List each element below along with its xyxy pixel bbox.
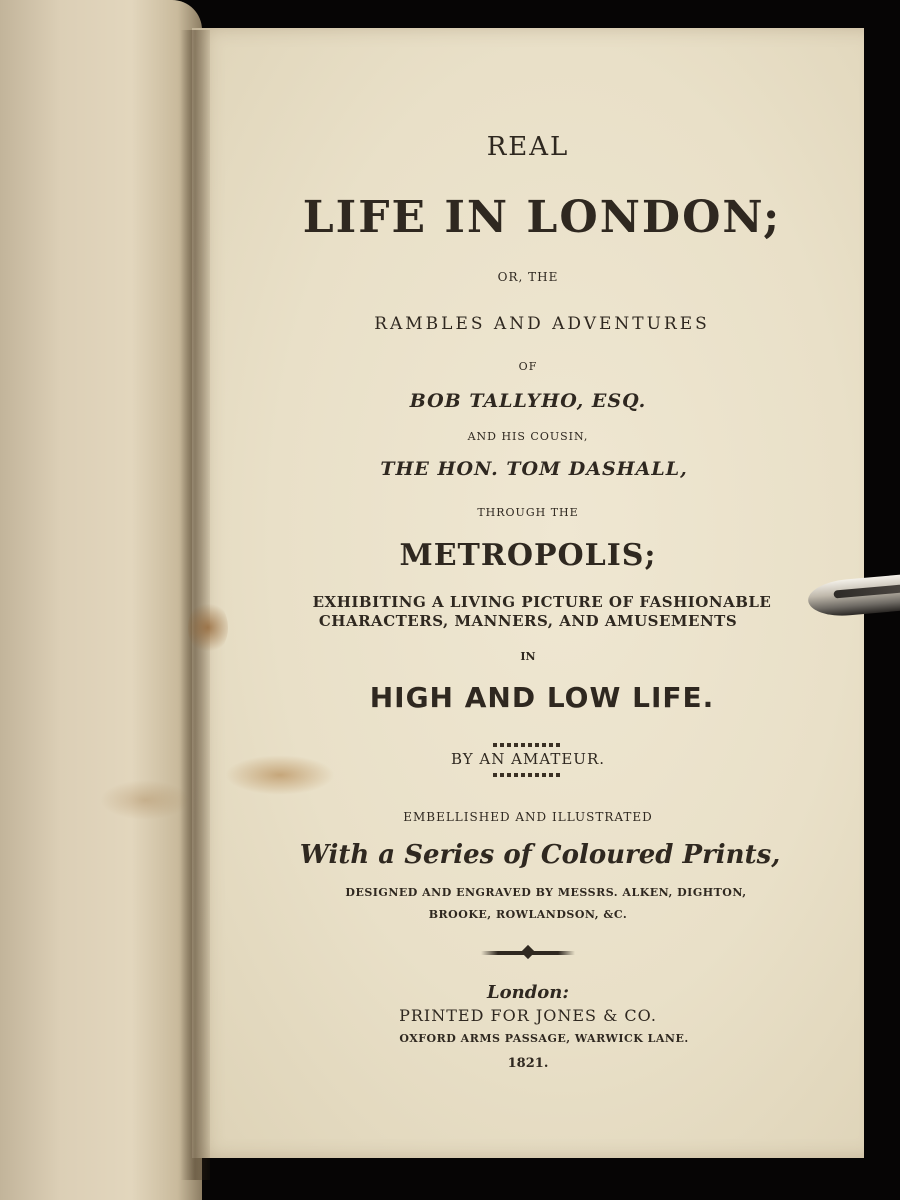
- left-page-stain: [100, 780, 190, 820]
- designed-line-2: BROOKE, ROWLANDSON, &C.: [428, 908, 628, 921]
- of-text: OF: [518, 360, 538, 373]
- coloured-prints-text: With a Series of Coloured Prints,: [299, 840, 781, 870]
- foxing-stain: [225, 755, 335, 795]
- foxing-stain: [188, 600, 228, 655]
- left-page: [0, 0, 202, 1200]
- tom-dashall-text: THE HON. TOM DASHALL,: [380, 458, 688, 480]
- ornament-rule: [481, 951, 575, 955]
- exhibiting-line-2: CHARACTERS, MANNERS, AND AMUSEMENTS: [318, 612, 738, 630]
- dotted-rule-top: [493, 743, 563, 747]
- embellished-text: EMBELLISHED AND ILLUSTRATED: [403, 810, 653, 824]
- imprint-address: OXFORD ARMS PASSAGE, WARWICK LANE.: [399, 1032, 689, 1045]
- imprint-printer: PRINTED FOR JONES & CO.: [399, 1006, 657, 1025]
- rambles-text: RAMBLES AND ADVENTURES: [374, 314, 710, 334]
- title-page: [192, 28, 864, 1158]
- title-real: REAL: [486, 132, 570, 162]
- exhibiting-line-1: EXHIBITING A LIVING PICTURE OF FASHIONABLE: [312, 593, 772, 611]
- cousin-text: AND HIS COUSIN,: [467, 430, 589, 443]
- or-the-text: OR, THE: [497, 270, 559, 284]
- main-title: LIFE IN LONDON;: [302, 192, 782, 243]
- imprint-year: 1821.: [507, 1056, 549, 1071]
- metropolis-heading: METROPOLIS;: [399, 538, 657, 573]
- author-byline: BY AN AMATEUR.: [450, 750, 606, 768]
- in-text: IN: [520, 650, 536, 663]
- dotted-rule-bottom: [493, 773, 563, 777]
- bob-tallyho-text: BOB TALLYHO, ESQ.: [409, 390, 647, 412]
- designed-line-1: DESIGNED AND ENGRAVED BY MESSRS. ALKEN, DIGHTON,: [345, 886, 747, 899]
- high-low-life-heading: HIGH AND LOW LIFE.: [369, 681, 715, 714]
- through-the-text: THROUGH THE: [477, 506, 579, 519]
- imprint-city: London:: [486, 982, 570, 1003]
